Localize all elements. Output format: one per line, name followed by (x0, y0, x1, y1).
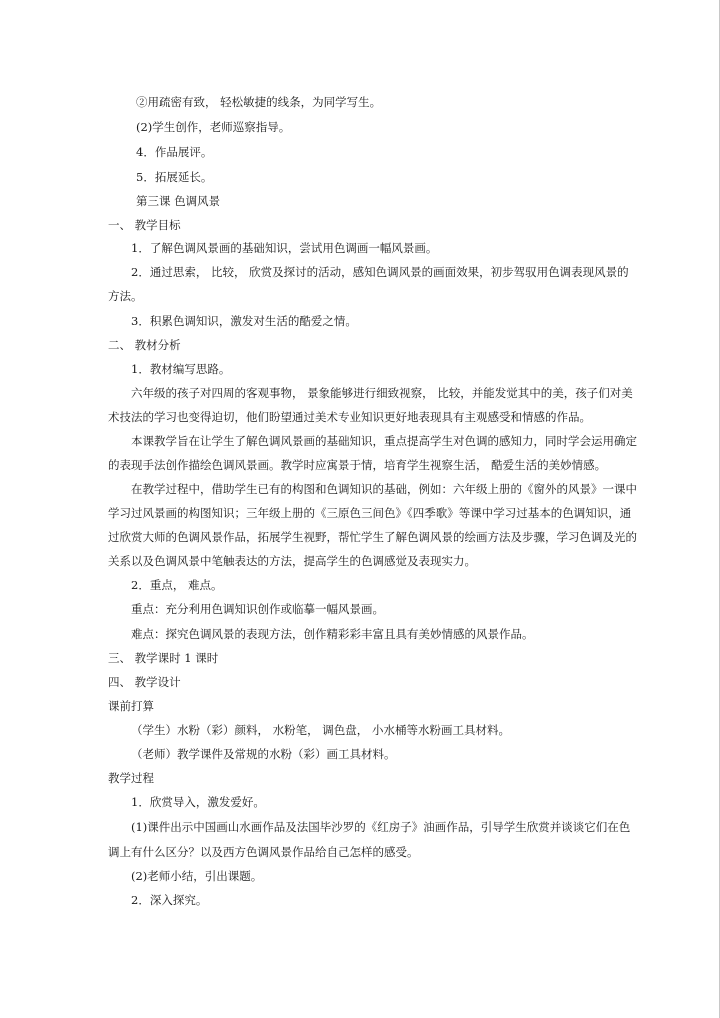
text-line: 难点：探究色调风景的表现方法，创作精彩彩丰富且具有美妙情感的风景作品。 (131, 627, 534, 641)
text-line: 方法。 (108, 289, 143, 303)
subheading: 教学过程 (108, 771, 154, 785)
text-line: （老师）教学课件及常规的水粉（彩）画工具材料。 (131, 747, 396, 761)
subheading: 课前打算 (108, 699, 154, 713)
text-line: 4．作品展评。 (136, 145, 213, 159)
text-line: （学生）水粉（彩）颜料， 水粉笔， 调色盘， 小水桶等水粉画工具材料。 (131, 723, 510, 737)
text-line: (2)老师小结，引出课题。 (131, 869, 263, 883)
lesson-title: 第三课 色调风景 (136, 194, 221, 208)
text-line: 的表现手法创作描绘色调风景画。教学时应寓景于情，培育学生视察生活， 酷爱生活的美妙情感。 (108, 458, 607, 472)
text-line: 调上有什么区分？以及西方色调风景作品给自己怎样的感受。 (108, 845, 419, 859)
section-heading: 四、 教学设计 (108, 675, 181, 689)
text-line: 六年级的孩子对四周的客观事物， 景象能够进行细致视察， 比较，并能发觉其中的美，孩子们对美 (131, 386, 633, 400)
text-line: 2．重点， 难点。 (131, 578, 223, 592)
text-line: 1．教材编写思路。 (131, 362, 231, 376)
text-line: 2．通过思索， 比较， 欣赏及探讨的活动，感知色调风景的画面效果，初步驾驭用色调表现风景的 (131, 265, 629, 279)
text-line: 2．深入探究。 (131, 893, 208, 907)
text-line: 1．了解色调风景画的基础知识，尝试用色调画一幅风景画。 (131, 241, 438, 255)
text-line: 1．欣赏导入，激发爱好。 (131, 795, 265, 809)
text-line: (2)学生创作，老师巡察指导。 (136, 120, 291, 134)
text-line: 学习过风景画的构图知识；三年级上册的《三原色三间色》《四季歌》等课中学习过基本的色调知识，通 (108, 506, 632, 520)
text-line: 5．拓展延长。 (136, 170, 213, 184)
text-line: 在教学过程中，借助学生已有的构图和色调知识的基础，例如：六年级上册的《窗外的风景》一课中 (131, 482, 637, 496)
text-line: 重点：充分利用色调知识创作或临摹一幅风景画。 (131, 602, 384, 616)
section-heading: 三、 教学课时 1 课时 (108, 651, 219, 665)
text-line: 本课教学旨在让学生了解色调风景画的基础知识，重点提高学生对色调的感知力，同时学会运用确定 (131, 434, 637, 448)
text-line: ②用疏密有致， 轻松敏捷的线条，为同学写生。 (136, 95, 382, 109)
section-heading: 二、 教材分析 (108, 338, 181, 352)
text-line: 过欣赏大师的色调风景作品，拓展学生视野，帮忙学生了解色调风景的绘画方法及步骤，学习色调及光的 (108, 530, 637, 544)
text-line: 3．积累色调知识，激发对生活的酷爱之情。 (131, 314, 357, 328)
section-heading: 一、 教学目标 (108, 218, 181, 232)
text-line: 术技法的学习也变得迫切，他们盼望通过美术专业知识更好地表现具有主观感受和情感的作品。 (108, 410, 591, 424)
text-line: 关系以及色调风景中笔触表达的方法，提高学生的色调感觉及表现实力。 (108, 554, 476, 568)
text-line: (1)课件出示中国画山水画作品及法国毕沙罗的《红房子》油画作品，引导学生欣赏并谈谈它们在色 (131, 820, 631, 834)
